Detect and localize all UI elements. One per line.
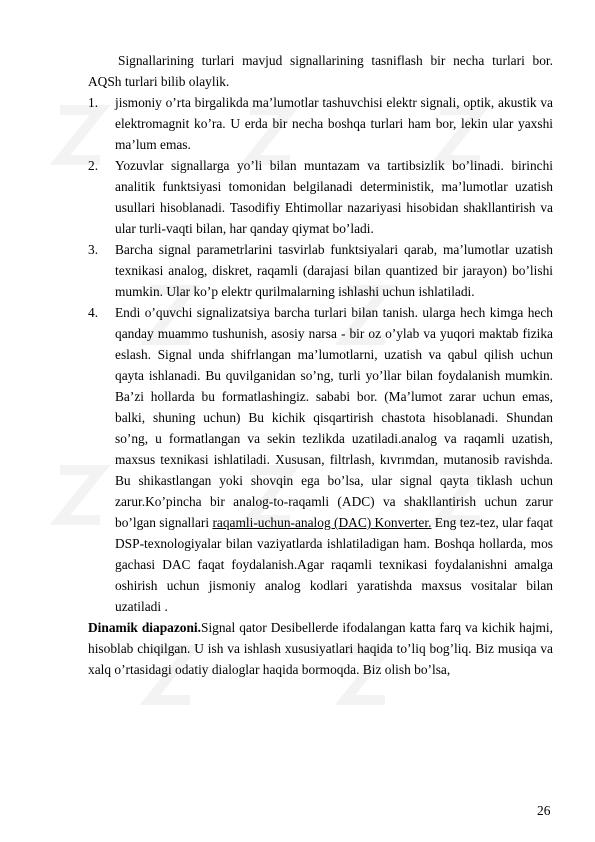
dynamic-range-paragraph bbox=[88, 617, 553, 680]
list-number: 2. bbox=[88, 158, 99, 173]
document-page bbox=[88, 50, 553, 680]
page-number: 26 bbox=[537, 803, 551, 818]
list-text: Barcha signal parametrlarini tasvirlab funktsiyalari qarab, ma’lumotlar uzatish texnikasi analog, diskret, raqamli (darajasi bilan quantized bir jarayon) bo’lishi mumkin. Ular ko’p elektr qurilmalarning ishlashi uchun ishlatiladi. bbox=[115, 242, 553, 299]
list-text-before: Endi o’quvchi signalizatsiya barcha turlari bilan tanish. ularga hech kimga hech qanday muammo tushunish, asosiy narsa - bir oz o’ylab va yuqori maktab fizika eslash. Signal unda shifrlangan ma’lumotlarni, uzatish va qabul qilish uchun qayta ishlanadi. Bu quvilganidan so’ng, turli yo’llar bilan foydalanish mumkin. Ba’zi hollarda bu formatlashingiz. sababi bor. (Ma’lumot zarar uchun emas, balki, shuning uchun) Bu kichik qisqartirish chastota hisoblanadi. Shundan so’ng, u formatlangan va sekin tezlikda uzatiladi.analog va raqamli uzatish, maxsus texnikasi ishlatiladi. Xususan, filtrlash, kıvrımdan, mutanosib ravishda. Bu shikastlangan yoki shovqin ega bo’lsa, ular signal qayta tiklash uchun zarur.Ko’pincha bir analog-to-raqamli (ADC) va shakllantirish uchun zarur bo’lgan signallari bbox=[115, 305, 553, 530]
list-text bbox=[115, 302, 553, 617]
dac-converter-link[interactable]: raqamli-uchun-analog (DAC) Konverter. bbox=[212, 515, 432, 530]
dynamic-range-text: Signal qator Desibellerde ifodalangan katta farq va kichik hajmi, hisoblab chiqilgan. U ish va ishlash xususiyatlari haqida to’liq bog’liq. Biz musiqa va xalq o’rtasidagi odatiy dialoglar haqida bormoqda. Biz olish bo’lsa, bbox=[88, 620, 553, 677]
list-text: jismoniy o’rta birgalikda ma’lumotlar tashuvchisi elektr signali, optik, akustik va elektromagnit ko’ra. U erda bir necha boshqa turlari ham bor, lekin ular yaxshi ma’lum emas. bbox=[115, 95, 553, 152]
list-text-after: Eng tez-tez, ular faqat DSP-texnologiyalar bilan vaziyatlarda ishlatiladigan ham. Boshqa hollarda, mos gachasi DAC faqat foydalanish.Agar raqamli texnikasi foydalanishni amalga oshirish uchun jismoniy analog kodlari yaratishda maxsus vositalar bilan uzatiladi . bbox=[115, 515, 554, 614]
list-item-3 bbox=[88, 239, 553, 302]
dynamic-range-heading: Dinamik diapazoni. bbox=[88, 620, 201, 635]
list-item-2 bbox=[88, 155, 553, 239]
list-text: Yozuvlar signallarga yo’li bilan muntazam va tartibsizlik bo’linadi. birinchi analitik funktsiyasi tomonidan belgilanadi deterministik, ma’lumotlar uzatish usullari hisoblanadi. Tasodifiy Ehtimollar nazariyasi hisobidan shakllantirish va ular turli-vaqti bilan, har qanday qiymat bo’ladi. bbox=[115, 158, 553, 236]
list-number: 4. bbox=[88, 305, 99, 320]
list-item-1 bbox=[88, 92, 553, 155]
list-number: 3. bbox=[88, 242, 99, 257]
list-number: 1. bbox=[88, 95, 99, 110]
list-item-4 bbox=[88, 302, 553, 617]
intro-paragraph: Signallarining turlari mavjud signallarining tasniflash bir necha turlari bor. AQSh turlari bilib olaylik. bbox=[88, 53, 553, 89]
